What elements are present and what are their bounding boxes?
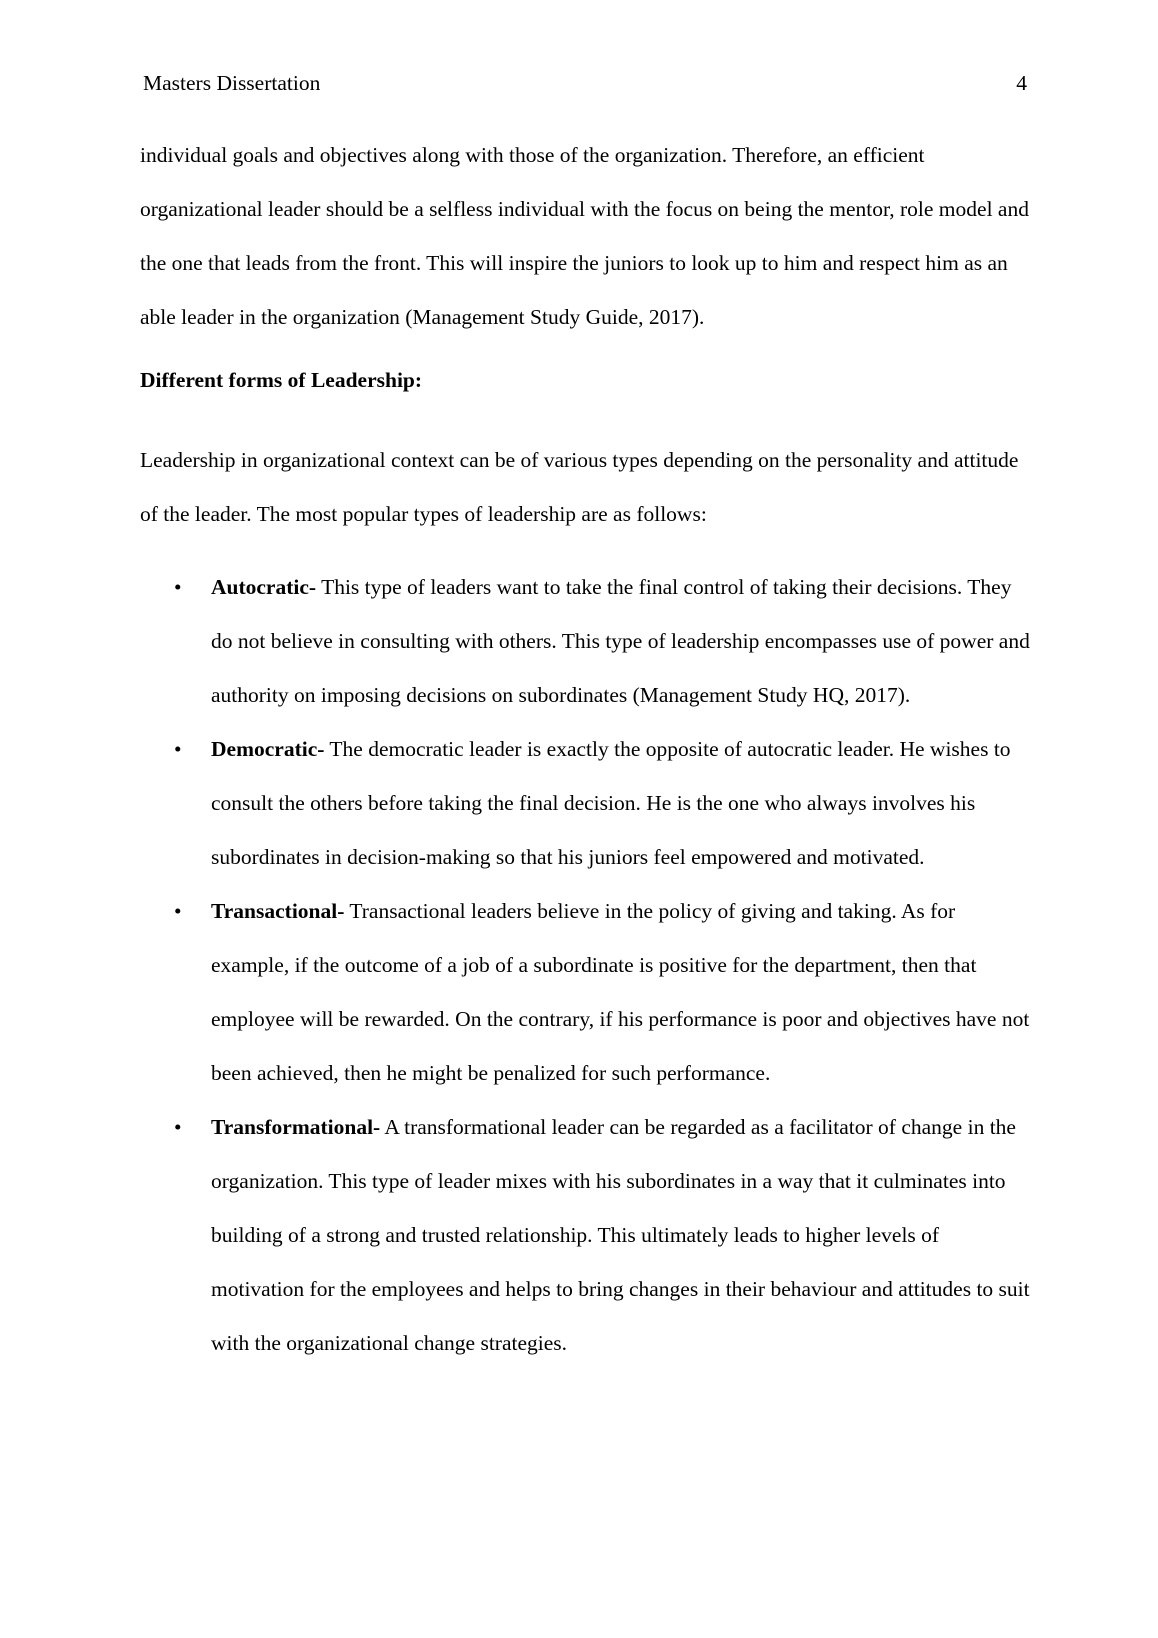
bullet-icon: • xyxy=(174,575,182,599)
intro-paragraph: individual goals and objectives along with those of the organization. Therefore, an efficient organizational leader should be a selfless individual with the focus on being the mentor, role model and the one that leads from the front. This will inspire the juniors to look up to him and respect him as an able leader in the organization (Management Study Guide, 2017). xyxy=(140,143,1029,329)
list-item-term: Transformational- xyxy=(211,1115,381,1139)
section-intro-paragraph: Leadership in organizational context can be of various types depending on the personality and attitude of the leader. The most popular types of leadership are as follows: xyxy=(140,448,1019,526)
list-item-term: Democratic- xyxy=(211,737,325,761)
bullet-icon: • xyxy=(174,737,182,761)
page-number: 4 xyxy=(1016,71,1027,95)
list-item-description: A transformational leader can be regarded as a facilitator of change in the organization. This type of leader mixes with his subordinates in a way that it culminates into building of a strong and trusted relationship. This ultimately leads to higher levels of motivation for the employees and helps to bring changes in their behaviour and attitudes to suit with the organizational change strategies. xyxy=(211,1115,1030,1355)
list-item-autocratic xyxy=(140,560,1030,722)
bullet-icon: • xyxy=(174,1115,182,1139)
list-item-description: The democratic leader is exactly the opposite of autocratic leader. He wishes to consult the others before taking the final decision. He is the one who always involves his subordinates in decision-making so that his juniors feel empowered and motivated. xyxy=(211,737,1011,869)
section-heading: Different forms of Leadership: xyxy=(140,368,423,392)
bullet-icon: • xyxy=(174,899,182,923)
list-item-transactional xyxy=(140,884,1030,1100)
list-item-democratic xyxy=(140,722,1030,884)
list-item-transformational xyxy=(140,1100,1030,1370)
list-item-description: Transactional leaders believe in the policy of giving and taking. As for example, if the outcome of a job of a subordinate is positive for the department, then that employee will be rewarded. On the contrary, if his performance is poor and objectives have not been achieved, then he might be penalized for such performance. xyxy=(211,899,1030,1085)
page-header xyxy=(143,66,1027,100)
running-head: Masters Dissertation xyxy=(143,71,321,95)
list-item-term: Autocratic- xyxy=(211,575,317,599)
list-item-description: This type of leaders want to take the final control of taking their decisions. They do not believe in consulting with others. This type of leadership encompasses use of power and authority on imposing decisions on subordinates (Management Study HQ, 2017). xyxy=(211,575,1030,707)
leadership-types-list xyxy=(140,560,1030,1370)
document-body xyxy=(140,128,1030,1370)
list-item-term: Transactional- xyxy=(211,899,345,923)
